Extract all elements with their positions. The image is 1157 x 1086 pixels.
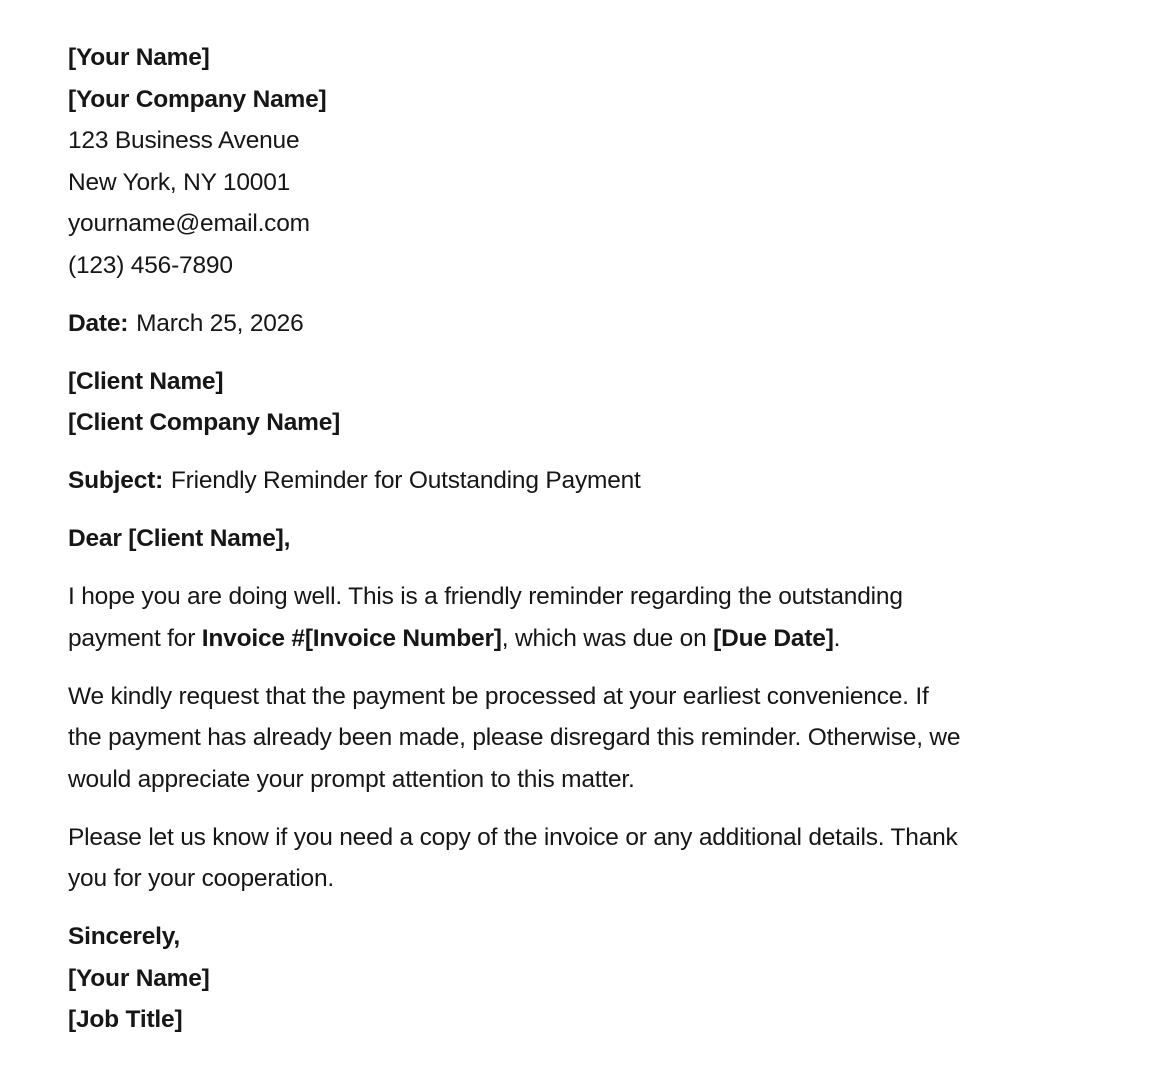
date-value: March 25, 2026: [136, 309, 304, 337]
due-date-placeholder: [Due Date]: [713, 624, 834, 652]
sender-phone: (123) 456-7890: [68, 251, 233, 279]
subject-value: Friendly Reminder for Outstanding Payment: [170, 467, 641, 494]
recipient-name: [Client Name]: [68, 367, 224, 395]
recipient-block: [68, 361, 1117, 444]
closing-block: [68, 916, 1117, 1041]
paragraph-opening-line2: [68, 618, 1117, 660]
closing-name: [Your Name]: [68, 964, 210, 992]
recipient-company: [Client Company Name]: [68, 409, 341, 436]
paragraph-opening: [68, 576, 1117, 659]
subject-label: Subject:: [68, 467, 164, 494]
sender-email: yourname@email.com: [68, 210, 310, 237]
paragraph-thanks-line1: Please let us know if you need a copy of the invoice or any additional details. Thank: [68, 823, 958, 851]
invoice-number-placeholder: Invoice #[Invoice Number]: [201, 624, 502, 652]
salutation: Dear [Client Name],: [68, 525, 291, 552]
sender-block: [68, 37, 1117, 286]
p1-suffix: .: [833, 624, 841, 652]
paragraph-request-line1: We kindly request that the payment be processed at your earliest convenience. If: [68, 682, 929, 710]
closing-job-title: [Job Title]: [68, 1006, 183, 1033]
paragraph-request: [68, 676, 1117, 801]
sender-name: [Your Name]: [68, 44, 210, 71]
p1-middle: , which was due on: [501, 624, 714, 652]
p1-prefix: payment for: [68, 624, 202, 652]
closing-sincerely: Sincerely,: [68, 923, 180, 950]
sender-address-street: 123 Business Avenue: [68, 127, 300, 154]
salutation-block: [68, 518, 1117, 560]
sender-address-city: New York, NY 10001: [68, 168, 291, 196]
date-line: [68, 303, 1117, 345]
paragraph-thanks-line2: you for your cooperation.: [68, 865, 335, 892]
date-block: [68, 303, 1117, 345]
subject-block: [68, 460, 1117, 502]
paragraph-request-line3: would appreciate your prompt attention to this matter.: [68, 765, 635, 793]
date-label: Date:: [68, 309, 129, 337]
subject-line: [68, 460, 1117, 502]
paragraph-thanks: [68, 817, 1117, 900]
paragraph-request-line2: the payment has already been made, please disregard this reminder. Otherwise, we: [68, 724, 961, 751]
paragraph-opening-line1: I hope you are doing well. This is a friendly reminder regarding the outstanding: [68, 583, 903, 610]
sender-company: [Your Company Name]: [68, 85, 327, 113]
